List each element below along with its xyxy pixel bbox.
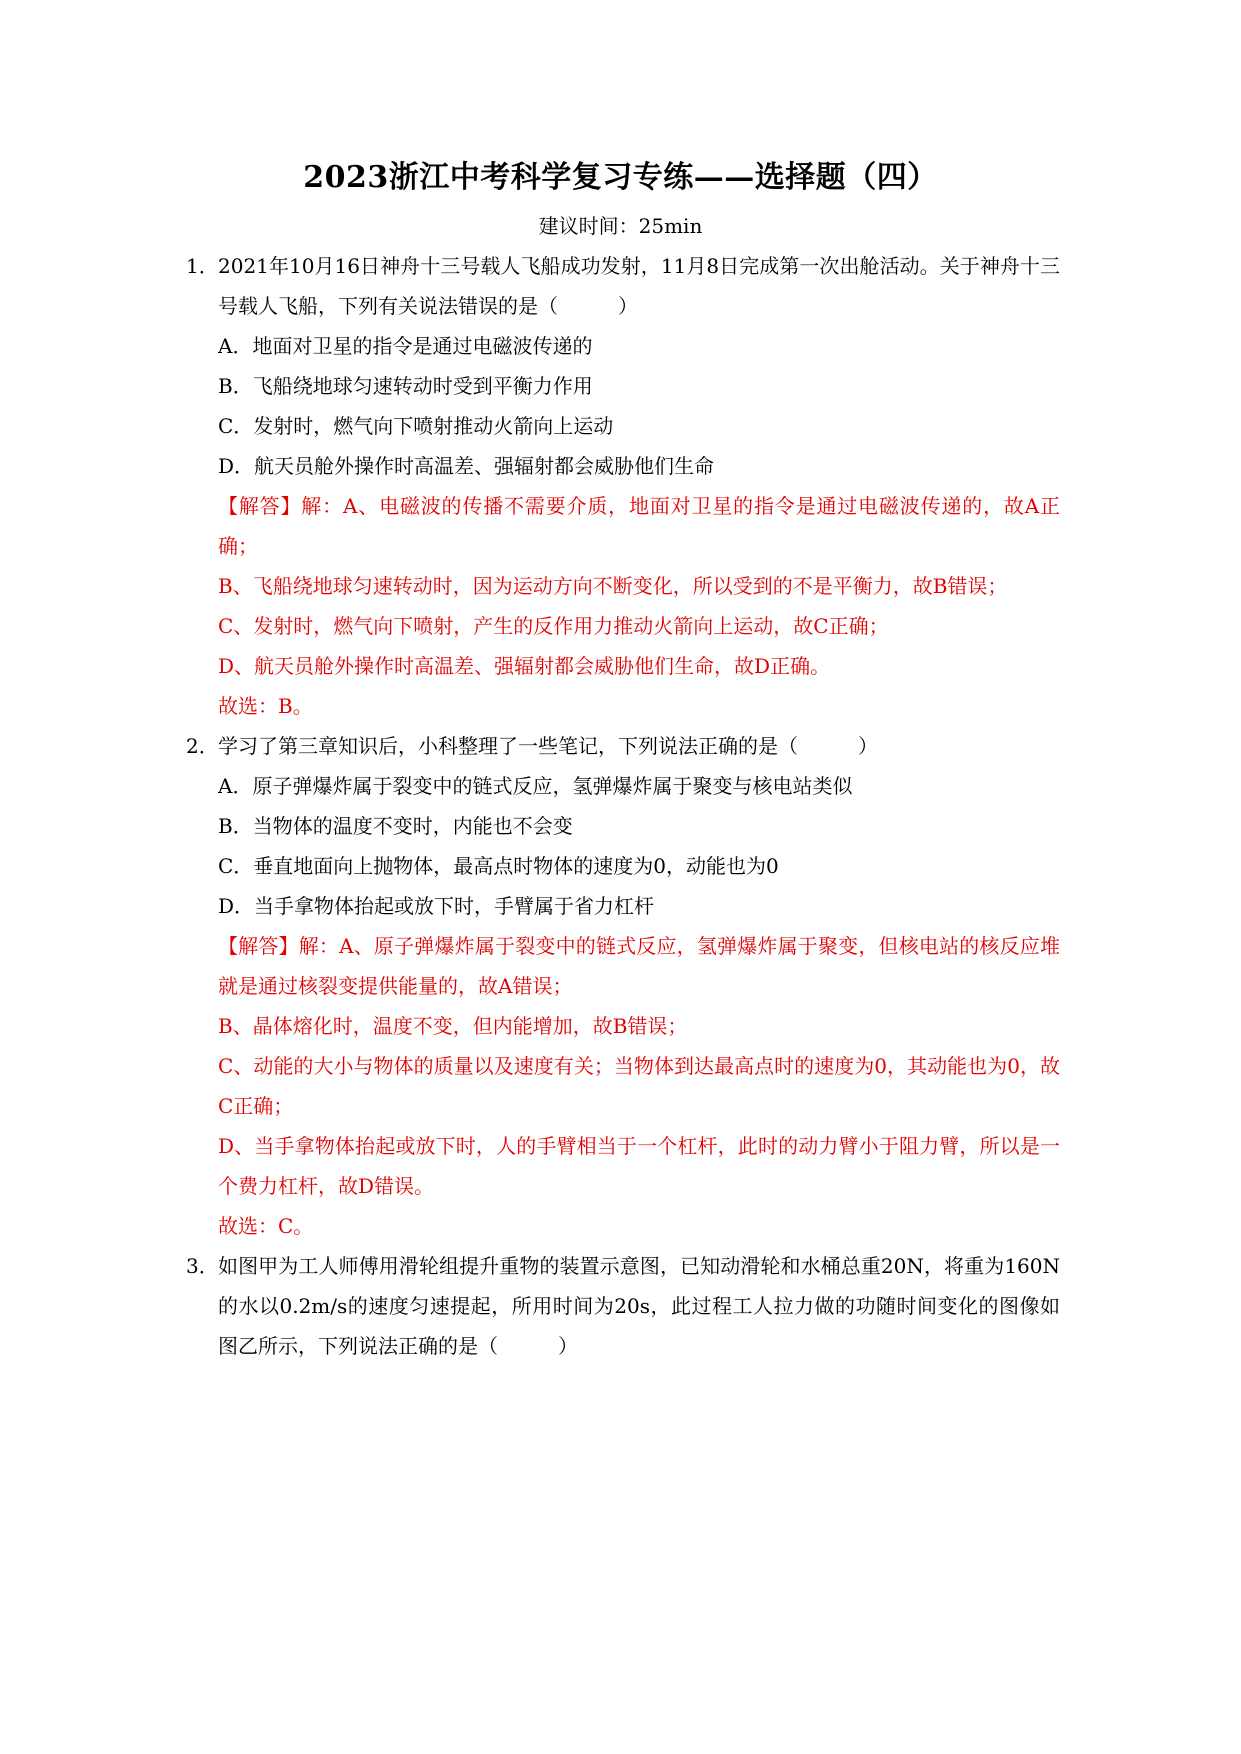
answer-choice: 故选：B。 — [218, 694, 313, 718]
question-number: 1． — [186, 254, 219, 278]
analysis-line: C、动能的大小与物体的质量以及速度有关；当物体到达最高点时的速度为0，其动能也为0，故C正确； — [218, 1054, 1060, 1118]
question-number: 3． — [186, 1254, 219, 1278]
question-paren-close: ） — [618, 294, 638, 318]
question-number: 2． — [186, 734, 219, 758]
answer-choice: 故选：C。 — [218, 1214, 314, 1238]
question-2-stem — [186, 726, 1060, 766]
option-c: C．发射时，燃气向下喷射推动火箭向上运动 — [218, 414, 614, 438]
question-1-stem — [186, 246, 1060, 326]
question-list — [186, 246, 1060, 1366]
question-paren-close: ） — [558, 1334, 578, 1358]
question-text: 如图甲为工人师傅用滑轮组提升重物的装置示意图，已知动滑轮和水桶总重20N，将重为160N的水以0.2m/s的速度匀速提起，所用时间为20s，此过程工人拉力做的功随时间变化的图像如图乙所示，下列说法正确的是（ — [218, 1254, 1060, 1358]
question-text: 学习了第三章知识后，小科整理了一些笔记，下列说法正确的是（ — [218, 734, 798, 758]
analysis-line: 【解答】解：A、电磁波的传播不需要介质，地面对卫星的指令是通过电磁波传递的，故A正确； — [218, 494, 1060, 558]
option-d: D．航天员舱外操作时高温差、强辐射都会威胁他们生命 — [218, 454, 715, 478]
option-a: A．原子弹爆炸属于裂变中的链式反应，氢弹爆炸属于聚变与核电站类似 — [218, 774, 853, 798]
analysis-line: 【解答】解：A、原子弹爆炸属于裂变中的链式反应，氢弹爆炸属于聚变，但核电站的核反应堆就是通过核裂变提供能量的，故A错误； — [218, 934, 1060, 998]
option-b: B．飞船绕地球匀速转动时受到平衡力作用 — [218, 374, 593, 398]
option-d: D．当手拿物体抬起或放下时，手臂属于省力杠杆 — [218, 894, 655, 918]
analysis-line: D、航天员舱外操作时高温差、强辐射都会威胁他们生命，故D正确。 — [218, 654, 831, 678]
question-3-stem — [186, 1246, 1060, 1366]
analysis-line: D、当手拿物体抬起或放下时，人的手臂相当于一个杠杆，此时的动力臂小于阻力臂，所以是一个费力杠杆，故D错误。 — [218, 1134, 1060, 1198]
suggested-time: 建议时间：25min — [538, 214, 703, 238]
analysis-line: B、晶体熔化时，温度不变，但内能增加，故B错误； — [218, 1014, 688, 1038]
page-title: 2023浙江中考科学复习专练——选择题（四） — [303, 160, 938, 195]
question-text: 2021年10月16日神舟十三号载人飞船成功发射，11月8日完成第一次出舱活动。关于神舟十三号载人飞船，下列有关说法错误的是（ — [218, 254, 1060, 318]
analysis-line: C、发射时，燃气向下喷射，产生的反作用力推动火箭向上运动，故C正确； — [218, 614, 889, 638]
question-paren-close: ） — [858, 734, 878, 758]
analysis-line: B、飞船绕地球匀速转动时，因为运动方向不断变化，所以受到的不是平衡力，故B错误； — [218, 574, 1008, 598]
option-a: A．地面对卫星的指令是通过电磁波传递的 — [218, 334, 593, 358]
option-c: C．垂直地面向上抛物体，最高点时物体的速度为0，动能也为0 — [218, 854, 779, 878]
option-b: B．当物体的温度不变时，内能也不会变 — [218, 814, 573, 838]
